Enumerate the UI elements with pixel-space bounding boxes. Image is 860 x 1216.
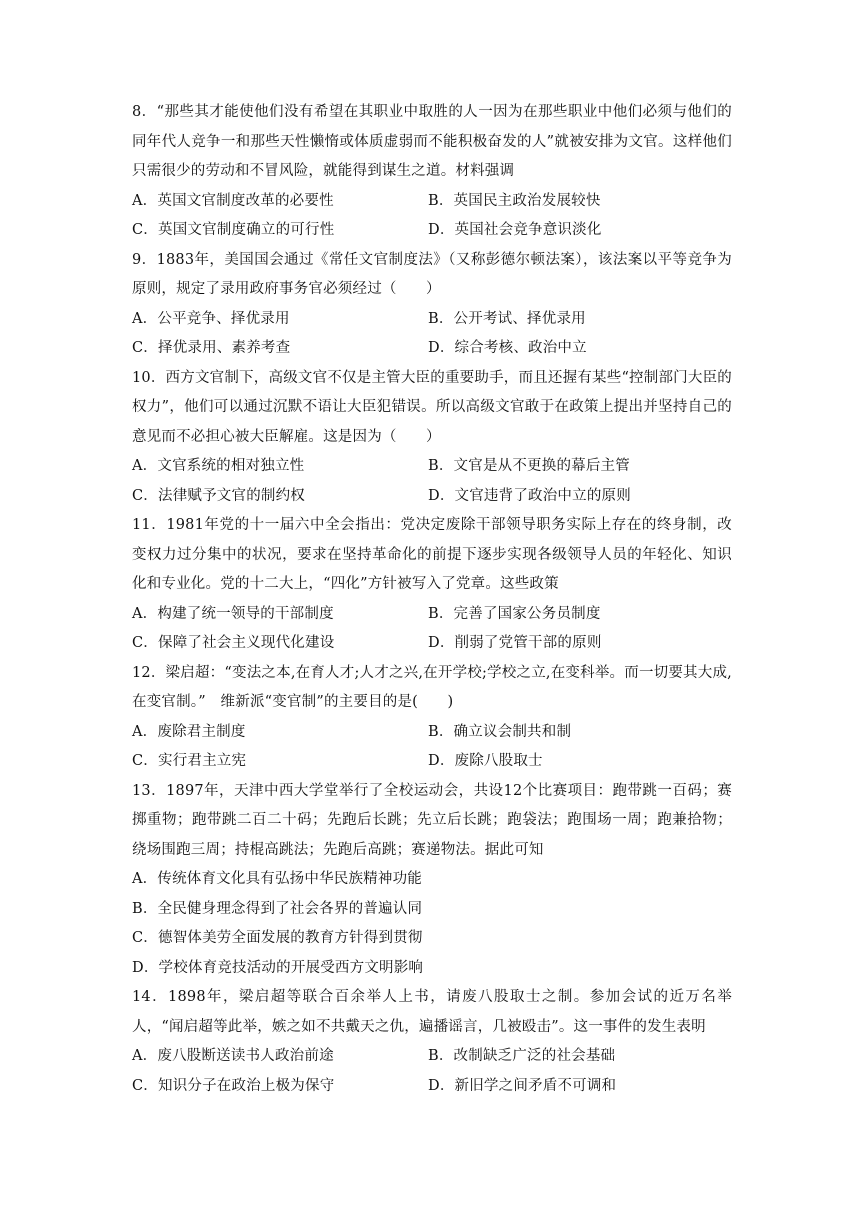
exam-page [132,98,732,1101]
option-c: C．实行君主立宪 [132,753,247,769]
question-stem: 11．1981年党的十一届六中全会指出：党决定废除干部领导职务实际上存在的终身制，改变权力过分集中的状况，要求在坚持革命化的前提下逐步实现各级领导人员的年轻化、知识化和专业化。党的十二大上，“四化”方针被写入了党章。这些政策 [132,517,732,592]
option-list [132,1042,732,1101]
option-list [132,600,732,659]
option-c: C．知识分子在政治上极为保守 [132,1077,335,1094]
option-c: C．法律赋予文官的制约权 [132,487,305,504]
option-b: B．确立议会制共和制 [428,723,572,740]
question-stem: 9．1883年，美国国会通过《常任文官制度法》（又称彭德尔顿法案），该法案以平等竞争为原则，规定了录用政府事务官必须经过（ ） [132,251,732,297]
option-b: B．文官是从不更换的幕后主管 [428,458,630,474]
option-c: C．德智体美劳全面发展的教育方针得到贯彻 [132,930,423,946]
option-b: B．公开考试、择优录用 [428,310,586,327]
option-b: B．英国民主政治发展较快 [428,192,601,209]
option-a: A．废除君主制度 [132,723,246,740]
question-stem: 8．“那些其才能使他们没有希望在其职业中取胜的人一因为在那些职业中他们必须与他们的同年代人竞争一和那些天性懒惰或体质虚弱而不能积极奋发的人”就被安排为文官。这样他们只需很少的劳动和不冒风险，就能得到谋生之道。材料强调 [132,104,732,179]
question-stem: 13．1897年，天津中西大学堂举行了全校运动会，共设12个比赛项目：跑带跳一百码；赛掷重物；跑带跳二百二十码；先跑后长跳；先立后长跳；跑袋法；跑围场一周；跑兼拾物；绕场围跑三周；持棍高跳法；先跑后高跳；赛递物法。据此可知 [132,782,732,858]
option-a: A．传统体育文化具有弘扬中华民族精神功能 [132,871,422,887]
question-14 [132,983,732,1101]
option-c: C．英国文官制度确立的可行性 [132,222,335,238]
option-list [132,305,732,364]
option-d: D．综合考核、政治中立 [428,340,587,356]
option-d: D．废除八股取士 [428,753,543,769]
option-a: A．英国文官制度改革的必要性 [132,192,334,209]
option-b: B．全民健身理念得到了社会各界的普遍认同 [132,900,423,917]
option-list [132,452,732,511]
option-c: C．保障了社会主义现代化建设 [132,635,335,651]
question-9 [132,246,732,364]
question-stem: 12．梁启超：“变法之本,在育人才;人才之兴,在开学校;学校之立,在变科举。而一切要其大成,在变官制。” 维新派“变官制”的主要目的是( ) [132,664,732,710]
question-13 [132,777,732,984]
option-d: D．英国社会竞争意识淡化 [428,222,602,238]
question-8 [132,98,732,246]
option-list [132,187,732,246]
option-b: B．改制缺乏广泛的社会基础 [428,1048,616,1064]
question-12 [132,659,732,777]
question-11 [132,511,732,659]
option-a: A．公平竞争、择优录用 [132,310,290,327]
question-stem: 10．西方文官制下，高级文官不仅是主管大臣的重要助手，而且还握有某些“控制部门大臣的权力”，他们可以通过沉默不语让大臣犯错误。所以高级文官敢于在政策上提出并坚持自己的意见而不必担心被大臣解雇。这是因为（ ） [132,369,732,445]
option-d: D．削弱了党管干部的原则 [428,635,602,651]
option-d: D．学校体育竞技活动的开展受西方文明影响 [132,959,424,976]
question-10 [132,364,732,512]
option-b: B．完善了国家公务员制度 [428,605,601,622]
option-list [132,865,732,983]
option-a: A．构建了统一领导的干部制度 [132,605,334,622]
option-list [132,718,732,777]
option-d: D．新旧学之间矛盾不可调和 [428,1077,617,1094]
option-a: A．废八股断送读书人政治前途 [132,1048,334,1064]
option-d: D．文官违背了政治中立的原则 [428,487,631,504]
option-a: A．文官系统的相对独立性 [132,458,305,474]
option-c: C．择优录用、素养考查 [132,340,291,356]
question-stem: 14．1898年，梁启超等联合百余举人上书，请废八股取士之制。参加会试的近万名举人，“闻启超等此举，嫉之如不共戴天之仇，遍播谣言，几被殴击”。这一事件的发生表明 [132,989,732,1035]
